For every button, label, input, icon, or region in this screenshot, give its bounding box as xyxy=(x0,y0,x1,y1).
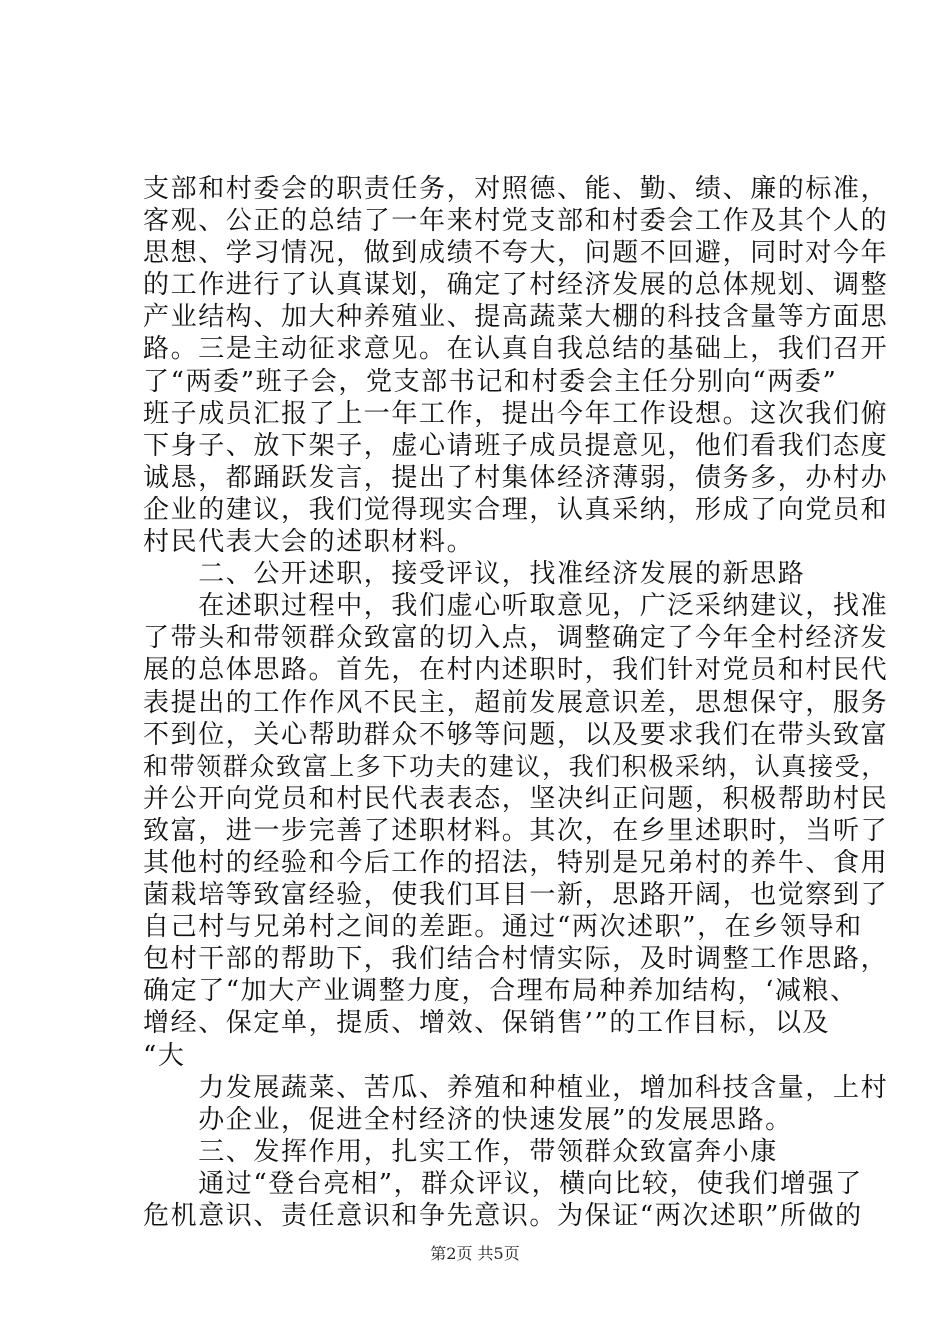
text-line: 展的总体思路。首先，在村内述职时，我们针对党员和村民代 xyxy=(143,655,889,686)
text-line: 思想、学习情况，做到成绩不夸大，问题不回避，同时对今年 xyxy=(143,238,889,269)
text-line: 并公开向党员和村民代表表态，坚决纠正问题，积极帮助村民 xyxy=(143,783,889,814)
section-heading: 二、公开述职，接受评议，找准经济发展的新思路 xyxy=(143,559,806,590)
text-line: 其他村的经验和今后工作的招法，特别是兄弟村的养牛、食用 xyxy=(143,847,889,878)
text-line: 企业的建议，我们觉得现实合理，认真采纳，形成了向党员和 xyxy=(143,494,889,525)
text-line: “大 xyxy=(143,1040,186,1071)
text-line: 确定了“加大产业调整力度，合理布局种养加结构，‘减粮、 xyxy=(143,976,858,1007)
text-line: 办企业，促进全村经济的快速发展”的发展思路。 xyxy=(143,1104,793,1135)
page-footer: 第2页 共5页 xyxy=(430,1244,520,1263)
text-line: 和带领群众致富上多下功夫的建议，我们积极采纳，认真接受， xyxy=(143,751,888,781)
text-line: 致富，进一步完善了述职材料。其次，在乡里述职时，当听了 xyxy=(143,815,889,846)
text-line: 路。三是主动征求意见。在认真自我总结的基础上，我们召开 xyxy=(143,334,889,365)
text-line: 通过“登台亮相”，群众评议，横向比较，使我们增强了 xyxy=(143,1168,863,1199)
text-line: 三、发挥作用，扎实工作，带领群众致富奔小康 xyxy=(143,1136,778,1167)
text-line: 自己村与兄弟村之间的差距。通过“两次述职”，在乡领导和 xyxy=(143,912,863,943)
text-line: 下身子、放下架子，虚心请班子成员提意见，他们看我们态度 xyxy=(143,430,889,461)
text-line: 诚恳，都踊跃发言，提出了村集体经济薄弱，债务多，办村办 xyxy=(143,462,889,493)
text-line: 在述职过程中，我们虚心听取意见，广泛采纳建议，找准 xyxy=(143,591,889,622)
text-line: 力发展蔬菜、苦瓜、养殖和种植业，增加科技含量，上村 xyxy=(143,1072,889,1103)
text-line: 班子成员汇报了上一年工作，提出今年工作设想。这次我们俯 xyxy=(143,398,889,429)
text-line: 菌栽培等致富经验，使我们耳目一新，思路开阔，也觉察到了 xyxy=(143,880,889,911)
text-line: 危机意识、责任意识和争先意识。为保证“两次述职”所做的 xyxy=(143,1201,863,1231)
text-line: 支部和村委会的职责任务，对照德、能、勤、绩、廉的标准， xyxy=(143,174,889,204)
text-line: 表提出的工作作风不民主，超前发展意识差，思想保守，服务 xyxy=(143,687,889,718)
text-line: 客观、公正的总结了一年来村党支部和村委会工作及其个人的 xyxy=(143,206,889,237)
text-line: 村民代表大会的述职材料。 xyxy=(143,527,475,558)
text-line: 的工作进行了认真谋划，确定了村经济发展的总体规划、调整 xyxy=(143,270,889,301)
text-line: 不到位，关心帮助群众不够等问题，以及要求我们在带头致富 xyxy=(143,719,889,750)
text-line: 了“两委”班子会，党支部书记和村委会主任分别向“两委” xyxy=(143,366,838,397)
text-line: 增经、保定单，提质、增效、保销售’”的工作目标，以及 xyxy=(143,1008,831,1039)
text-line: 包村干部的帮助下，我们结合村情实际，及时调整工作思路， xyxy=(143,944,889,975)
text-line: 了带头和带领群众致富的切入点，调整确定了今年全村经济发 xyxy=(143,623,889,654)
text-line: 产业结构、加大种养殖业、提高蔬菜大棚的科技含量等方面思 xyxy=(143,302,889,333)
